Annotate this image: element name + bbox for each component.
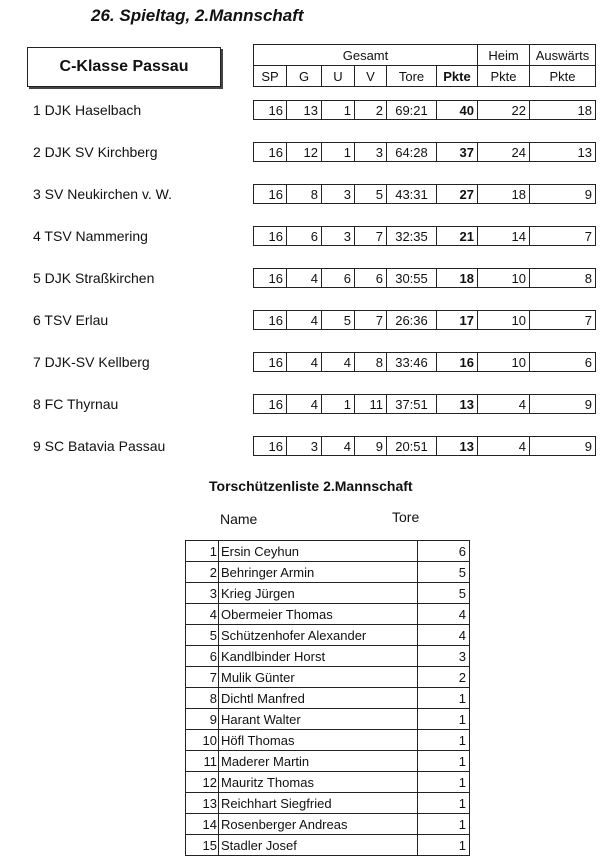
table-row xyxy=(186,709,470,730)
table-row xyxy=(186,583,470,604)
cell-pkte: 16 xyxy=(437,353,478,372)
cell-sp: 16 xyxy=(254,269,287,288)
cell-u: 3 xyxy=(322,185,355,204)
cell-sp: 16 xyxy=(254,227,287,246)
cell-sp: 16 xyxy=(254,101,287,120)
cell-g: 3 xyxy=(287,437,322,456)
scorer-name: Krieg Jürgen xyxy=(219,583,418,604)
scorer-goals: 2 xyxy=(418,667,470,688)
team-name: 2 DJK SV Kirchberg xyxy=(33,144,158,160)
cell-g: 12 xyxy=(287,143,322,162)
cell-u: 4 xyxy=(322,437,355,456)
cell-u: 6 xyxy=(322,269,355,288)
cell-g: 13 xyxy=(287,101,322,120)
team-name: 1 DJK Haselbach xyxy=(33,102,142,118)
cell-heim: 22 xyxy=(478,101,530,120)
cell-v: 7 xyxy=(355,227,387,246)
cell-pkte: 37 xyxy=(437,143,478,162)
header-heim: Heim xyxy=(478,45,530,66)
table-row xyxy=(186,835,470,856)
scorer-rank: 3 xyxy=(186,583,219,604)
scorer-goals: 4 xyxy=(418,625,470,646)
league-name: C-Klasse Passau xyxy=(59,58,189,75)
league-name-box xyxy=(27,47,221,87)
scorer-name: Rosenberger Andreas xyxy=(219,814,418,835)
team-name: 4 TSV Nammering xyxy=(33,228,148,244)
cell-sp: 16 xyxy=(254,353,287,372)
scorer-name: Schützenhofer Alexander xyxy=(219,625,418,646)
cell-v: 8 xyxy=(355,353,387,372)
scorer-rank: 15 xyxy=(186,835,219,856)
cell-tore: 32:35 xyxy=(387,227,437,246)
cell-heim: 14 xyxy=(478,227,530,246)
cell-u: 5 xyxy=(322,311,355,330)
cell-pkte: 21 xyxy=(437,227,478,246)
scorer-goals: 6 xyxy=(418,541,470,562)
cell-ausw: 9 xyxy=(530,185,596,204)
scorer-goals: 1 xyxy=(418,793,470,814)
cell-v: 9 xyxy=(355,437,387,456)
scorer-rank: 12 xyxy=(186,772,219,793)
team-name: 6 TSV Erlau xyxy=(33,312,109,328)
cell-v: 11 xyxy=(355,395,387,414)
scorer-rank: 4 xyxy=(186,604,219,625)
table-row xyxy=(186,688,470,709)
cell-ausw: 7 xyxy=(530,311,596,330)
standings-row xyxy=(253,394,596,414)
cell-pkte: 17 xyxy=(437,311,478,330)
team-name: 3 SV Neukirchen v. W. xyxy=(33,186,173,202)
scorer-goals: 1 xyxy=(418,772,470,793)
cell-g: 4 xyxy=(287,311,322,330)
cell-tore: 69:21 xyxy=(387,101,437,120)
cell-g: 8 xyxy=(287,185,322,204)
scorer-rank: 13 xyxy=(186,793,219,814)
scorers-col-name: Name xyxy=(220,511,258,527)
scorer-goals: 1 xyxy=(418,709,470,730)
cell-heim: 4 xyxy=(478,395,530,414)
cell-ausw: 9 xyxy=(530,395,596,414)
cell-pkte: 18 xyxy=(437,269,478,288)
table-row xyxy=(186,814,470,835)
cell-v: 6 xyxy=(355,269,387,288)
cell-ausw: 9 xyxy=(530,437,596,456)
standings-row xyxy=(253,226,596,246)
cell-ausw: 18 xyxy=(530,101,596,120)
scorer-name: Höfl Thomas xyxy=(219,730,418,751)
scorer-rank: 10 xyxy=(186,730,219,751)
scorer-rank: 8 xyxy=(186,688,219,709)
cell-heim: 10 xyxy=(478,269,530,288)
cell-u: 4 xyxy=(322,353,355,372)
cell-g: 6 xyxy=(287,227,322,246)
scorer-goals: 1 xyxy=(418,835,470,856)
cell-pkte: 40 xyxy=(437,101,478,120)
cell-heim: 4 xyxy=(478,437,530,456)
cell-sp: 16 xyxy=(254,311,287,330)
header-u: U xyxy=(322,66,355,87)
standings-row xyxy=(253,100,596,120)
cell-ausw: 6 xyxy=(530,353,596,372)
scorer-goals: 5 xyxy=(418,583,470,604)
header-tore: Tore xyxy=(387,66,437,87)
scorer-rank: 9 xyxy=(186,709,219,730)
scorer-name: Behringer Armin xyxy=(219,562,418,583)
header-auswaerts-pkte: Pkte xyxy=(530,66,596,87)
scorer-goals: 1 xyxy=(418,730,470,751)
header-g: G xyxy=(287,66,322,87)
table-row xyxy=(186,562,470,583)
scorer-goals: 1 xyxy=(418,688,470,709)
cell-u: 1 xyxy=(322,143,355,162)
table-row xyxy=(186,751,470,772)
cell-v: 3 xyxy=(355,143,387,162)
cell-u: 3 xyxy=(322,227,355,246)
team-name: 7 DJK-SV Kellberg xyxy=(33,354,150,370)
cell-pkte: 13 xyxy=(437,395,478,414)
standings-row xyxy=(253,310,596,330)
cell-v: 5 xyxy=(355,185,387,204)
scorers-table xyxy=(185,540,470,856)
team-name: 9 SC Batavia Passau xyxy=(33,438,166,454)
table-row xyxy=(186,730,470,751)
standings-row xyxy=(253,142,596,162)
cell-v: 7 xyxy=(355,311,387,330)
table-row xyxy=(186,604,470,625)
scorer-rank: 5 xyxy=(186,625,219,646)
table-row xyxy=(186,793,470,814)
cell-sp: 16 xyxy=(254,395,287,414)
cell-u: 1 xyxy=(322,101,355,120)
scorer-rank: 11 xyxy=(186,751,219,772)
cell-u: 1 xyxy=(322,395,355,414)
cell-v: 2 xyxy=(355,101,387,120)
scorer-rank: 7 xyxy=(186,667,219,688)
standings-row xyxy=(253,268,596,288)
cell-sp: 16 xyxy=(254,185,287,204)
scorer-name: Mauritz Thomas xyxy=(219,772,418,793)
standings-header xyxy=(253,44,596,87)
cell-tore: 20:51 xyxy=(387,437,437,456)
cell-heim: 10 xyxy=(478,311,530,330)
scorer-name: Ersin Ceyhun xyxy=(219,541,418,562)
header-sp: SP xyxy=(254,66,287,87)
cell-tore: 30:55 xyxy=(387,269,437,288)
scorer-name: Dichtl Manfred xyxy=(219,688,418,709)
cell-sp: 16 xyxy=(254,143,287,162)
cell-ausw: 8 xyxy=(530,269,596,288)
header-auswaerts: Auswärts xyxy=(530,45,596,66)
cell-ausw: 7 xyxy=(530,227,596,246)
scorer-name: Mulik Günter xyxy=(219,667,418,688)
cell-g: 4 xyxy=(287,395,322,414)
scorer-goals: 1 xyxy=(418,814,470,835)
header-gesamt: Gesamt xyxy=(254,45,478,66)
scorer-rank: 14 xyxy=(186,814,219,835)
cell-g: 4 xyxy=(287,269,322,288)
header-heim-pkte: Pkte xyxy=(478,66,530,87)
cell-heim: 24 xyxy=(478,143,530,162)
table-row xyxy=(186,646,470,667)
standings-row xyxy=(253,436,596,456)
scorers-col-goals: Tore xyxy=(392,509,420,525)
scorer-name: Reichhart Siegfried xyxy=(219,793,418,814)
scorer-rank: 6 xyxy=(186,646,219,667)
scorer-name: Kandlbinder Horst xyxy=(219,646,418,667)
header-v: V xyxy=(355,66,387,87)
cell-tore: 26:36 xyxy=(387,311,437,330)
scorer-rank: 1 xyxy=(186,541,219,562)
scorers-title: Torschützenliste 2.Mannschaft xyxy=(209,478,413,494)
scorer-goals: 4 xyxy=(418,604,470,625)
scorer-goals: 5 xyxy=(418,562,470,583)
team-name: 8 FC Thyrnau xyxy=(33,396,119,412)
scorer-name: Maderer Martin xyxy=(219,751,418,772)
table-row xyxy=(186,541,470,562)
table-row xyxy=(186,667,470,688)
cell-tore: 64:28 xyxy=(387,143,437,162)
header-pkte: Pkte xyxy=(437,66,478,87)
standings-row xyxy=(253,352,596,372)
cell-tore: 43:31 xyxy=(387,185,437,204)
scorer-name: Harant Walter xyxy=(219,709,418,730)
scorer-rank: 2 xyxy=(186,562,219,583)
scorer-goals: 3 xyxy=(418,646,470,667)
cell-heim: 10 xyxy=(478,353,530,372)
standings-row xyxy=(253,184,596,204)
table-row xyxy=(186,625,470,646)
cell-pkte: 27 xyxy=(437,185,478,204)
scorer-name: Stadler Josef xyxy=(219,835,418,856)
cell-g: 4 xyxy=(287,353,322,372)
cell-pkte: 13 xyxy=(437,437,478,456)
scorer-goals: 1 xyxy=(418,751,470,772)
cell-tore: 37:51 xyxy=(387,395,437,414)
cell-sp: 16 xyxy=(254,437,287,456)
cell-ausw: 13 xyxy=(530,143,596,162)
cell-heim: 18 xyxy=(478,185,530,204)
table-row xyxy=(186,772,470,793)
scorer-name: Obermeier Thomas xyxy=(219,604,418,625)
cell-tore: 33:46 xyxy=(387,353,437,372)
page-title: 26. Spieltag, 2.Mannschaft xyxy=(91,6,304,25)
team-name: 5 DJK Straßkirchen xyxy=(33,270,155,286)
